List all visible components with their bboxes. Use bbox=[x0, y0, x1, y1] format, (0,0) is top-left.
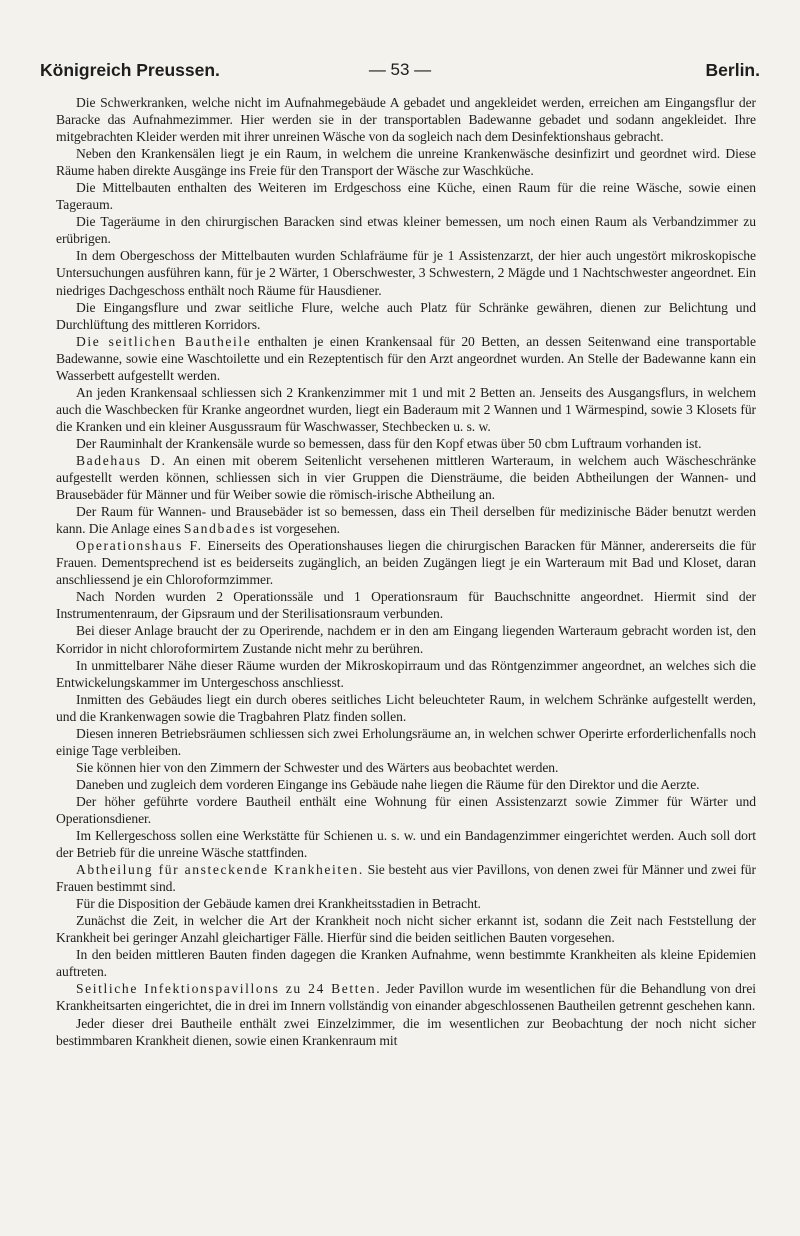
paragraph: Diesen inneren Betriebsräumen schliessen sich zwei Erholungsräume an, in welchen schwer Operirte erforderlichenfalls noch einige Tage verbleiben. bbox=[56, 725, 756, 758]
section-lead: Die seitlichen Bautheile bbox=[76, 333, 252, 349]
paragraph: Abtheilung für ansteckende Krankheiten. Sie besteht aus vier Pavillons, von denen zwei für Männer und zwei für Frauen bestimmt sind. bbox=[56, 862, 756, 895]
paragraph: Sie können hier von den Zimmern der Schwester und des Wärters aus beobachtet werden. bbox=[76, 759, 559, 775]
paragraph: In den beiden mittleren Bauten finden dagegen die Kranken Aufnahme, wenn bestimmte Krankheiten als kleine Epidemien auftreten. bbox=[56, 947, 756, 980]
paragraph: Im Kellergeschoss sollen eine Werkstätte für Schienen u. s. w. und ein Bandagenzimmer eingerichtet werden. Auch soll dort der Betrieb für die unreine Wäsche stattfinden. bbox=[56, 828, 756, 861]
paragraph: Nach Norden wurden 2 Operationssäle und 1 Operationsraum für Bauchschnitte angeordnet. Hiermit sind der Instrumentenraum, der Gipsraum und der Sterilisationsraum verbunden. bbox=[56, 589, 756, 622]
running-header bbox=[40, 60, 760, 86]
emphasis: Sandbades bbox=[183, 521, 257, 537]
paragraph: Neben den Krankensälen liegt je ein Raum, in welchem die unreine Krankenwäsche desinfizirt und geordnet wird. Diese Räume haben direkte Ausgänge ins Freie für den Transport der Wäsche zur Waschküche. bbox=[56, 146, 756, 179]
paragraph: Bei dieser Anlage braucht der zu Operirende, nachdem er in den am Eingang liegenden Warteraum gebracht worden ist, den Korridor in nicht chloroformirtem Zustande nicht mehr zu berühren. bbox=[56, 623, 756, 656]
paragraph: Die Eingangsflure und zwar seitliche Flure, welche auch Platz für Schränke gewähren, dienen zur Belichtung und Durchlüftung des mittleren Korridors. bbox=[56, 299, 756, 332]
section-lead: Badehaus D. bbox=[76, 452, 167, 468]
paragraph: Badehaus D. An einen mit oberem Seitenlicht versehenen mittleren Warteraum, in welchem auch Wäscheschränke aufgestellt werden können, schliessen sich in vier Gruppen die Diensträume, die beiden Abtheilungen der Wannen- und Brausebäder für Männer und für Weiber sowie die römisch-irische Abtheilung an. bbox=[56, 452, 756, 503]
paragraph: Der höher geführte vordere Bautheil enthält eine Wohnung für einen Assistenzarzt sowie Zimmer für Wärter und Operationsdiener. bbox=[56, 793, 756, 826]
paragraph: Die seitlichen Bautheile enthalten je einen Krankensaal für 20 Betten, an dessen Seitenwand eine transportable Badewanne, sowie eine Waschtoilette und ein Rezeptentisch für den Arzt angeordnet wurden. An Stelle der Badewanne kann ein Wasserbett aufgestellt werden. bbox=[56, 333, 756, 383]
section-lead: Seitliche Infektionspavillons zu 24 Betten. bbox=[76, 981, 382, 997]
page-number: — 53 — bbox=[368, 60, 432, 79]
paragraph: Operationshaus F. Einerseits des Operationshauses liegen die chirurgischen Baracken für Männer, andererseits die für Frauen. Dementsprechend ist es beiderseits zugänglich, an beiden Zugängen liegt je ein Warteraum mit Bad und Kloset, daran anschliessend je ein Chloroformzimmer. bbox=[56, 538, 756, 588]
paragraph: In dem Obergeschoss der Mittelbauten wurden Schlafräume für je 1 Assistenzarzt, der hier auch ungestört mikroskopische Untersuchungen ausführen kann, für je 2 Wärter, 1 Oberschwester, 3 Schwestern, 2 Mägde und 1 Nachtschwester angeordnet. Ein niedriges Dachgeschoss enthält noch Räume für Hausdiener. bbox=[56, 248, 756, 298]
paragraph: Seitliche Infektionspavillons zu 24 Betten. Jeder Pavillon wurde im wesentlichen für die Behandlung von drei Krankheitsarten eingerichtet, die in drei im Innern vollständig von einander abgeschlossenen Bautheilen getrennt geschehen kann. bbox=[56, 981, 757, 1014]
paragraph: Inmitten des Gebäudes liegt ein durch oberes seitliches Licht beleuchteter Raum, in welchem Schränke aufgestellt werden, und die Krankenwagen sowie die Tragbahren Platz finden sollen. bbox=[56, 691, 756, 724]
paragraph: In unmittelbarer Nähe dieser Räume wurden der Mikroskopirraum und das Röntgenzimmer angeordnet, an welches sich die Entwickelungskammer im Untergeschoss anschliesst. bbox=[56, 657, 756, 690]
paragraph: Die Schwerkranken, welche nicht im Aufnahmegebäude A gebadet und angekleidet werden, erreichen am Eingangsflur der Baracke das Aufnahmezimmer. Hier werden sie in der transportablen Badewanne gebadet und sodann angekleidet. Ihre mitgebrachten Kleider werden mit ihrer unreinen Wäsche von da sogleich nach dem Desinfektionshaus gebracht. bbox=[56, 95, 756, 145]
paragraph: Jeder dieser drei Bautheile enthält zwei Einzelzimmer, die im wesentlichen zur Beobachtung der noch nicht sicher bestimmbaren Krankheit dienen, sowie einen Krankenraum mit bbox=[56, 1015, 756, 1048]
paragraph: Die Tageräume in den chirurgischen Baracken sind etwas kleiner bemessen, um noch einen Raum als Verbandzimmer zu erübrigen. bbox=[56, 214, 756, 247]
paragraph: Die Mittelbauten enthalten des Weiteren im Erdgeschoss eine Küche, einen Raum für die reine Wäsche, sowie einen Tageraum. bbox=[56, 180, 756, 213]
paragraph: Der Raum für Wannen- und Brausebäder ist so bemessen, dass ein Theil derselben für medizinische Bäder benutzt werden kann. Die Anlage eines Sandbades ist vorgesehen. bbox=[56, 504, 756, 537]
paragraph: Für die Disposition der Gebäude kamen drei Krankheitsstadien in Betracht. bbox=[76, 896, 481, 912]
section-lead: Abtheilung für ansteckende Krankheiten. bbox=[76, 862, 364, 878]
section-lead: Operationshaus F. bbox=[76, 538, 203, 554]
header-city: Berlin. bbox=[705, 60, 760, 80]
paragraph: Der Rauminhalt der Krankensäle wurde so bemessen, dass für den Kopf etwas über 50 cbm Luftraum vorhanden ist. bbox=[76, 435, 702, 451]
body-text bbox=[56, 94, 756, 1049]
header-region: Königreich Preussen. bbox=[40, 60, 220, 80]
paragraph: Daneben und zugleich dem vorderen Eingange ins Gebäude nahe liegen die Räume für den Direktor und die Aerzte. bbox=[76, 776, 700, 792]
paragraph: An jeden Krankensaal schliessen sich 2 Krankenzimmer mit 1 und mit 2 Betten an. Jenseits des Ausgangsflurs, in welchem auch die Waschbecken für Kranke angeordnet wurden, liegt ein Baderaum mit 2 Wannen und 1 Wärmespind, sowie 3 Klosets für die Kranken und ein kleiner Ausgussraum für Waschwasser, Stechbecken u. s. w. bbox=[56, 384, 756, 434]
paragraph: Zunächst die Zeit, in welcher die Art der Krankheit noch nicht sicher erkannt ist, sodann die Zeit nach Feststellung der Krankheit bei geringer Anzahl gleichartiger Fälle. Hierfür sind die beiden seitlichen Bauten vorgesehen. bbox=[56, 913, 756, 946]
